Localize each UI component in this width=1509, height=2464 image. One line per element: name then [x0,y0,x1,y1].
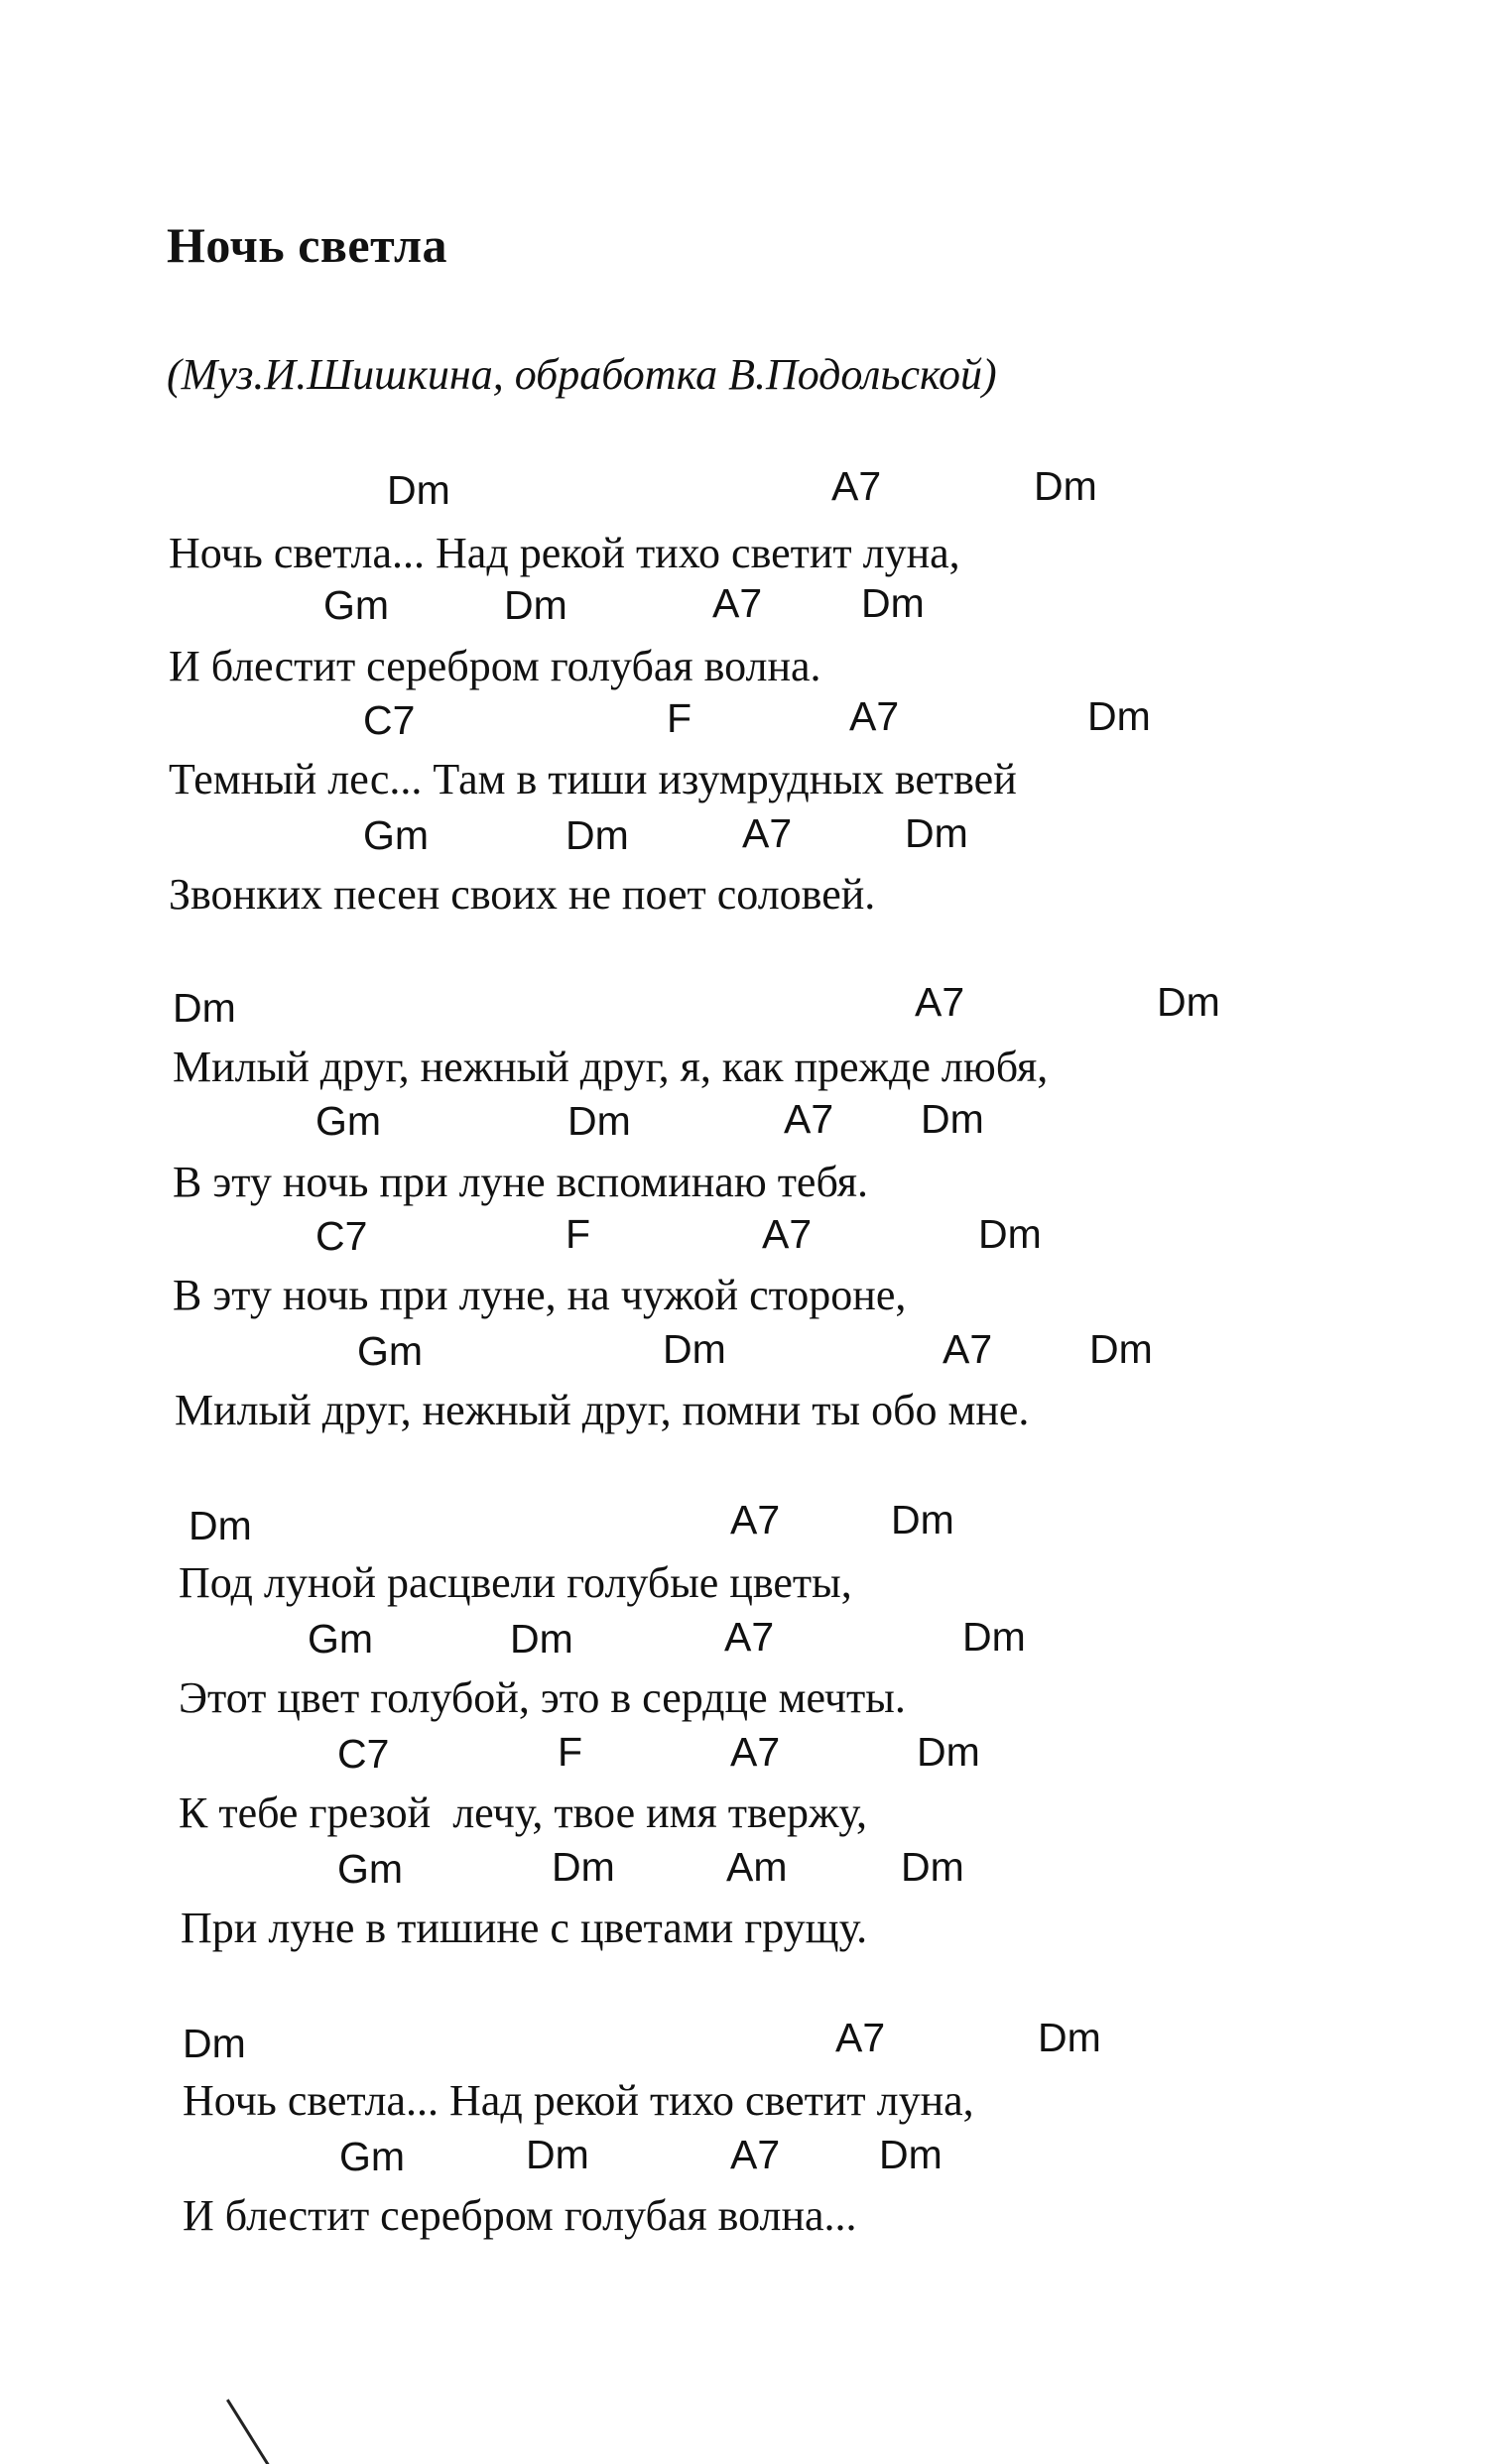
chord: Dm [1034,463,1097,509]
chord: A7 [730,1729,781,1775]
song-credits: (Муз.И.Шишкина, обработка В.Подольской) [167,350,997,399]
chord: Gm [315,1098,382,1144]
lyric-line: Этот цвет голубой, это в сердце мечты. [179,1673,906,1722]
chord: Dm [1038,2015,1101,2060]
chord: A7 [730,1497,781,1542]
chord: Gm [308,1616,374,1662]
chord: A7 [915,979,965,1025]
chord: A7 [835,2015,886,2060]
chord: Dm [504,582,567,628]
chord: Gm [337,1846,404,1892]
chord: Dm [901,1844,964,1890]
chord: A7 [712,580,763,626]
chord: Dm [1087,693,1151,739]
chord: Dm [1157,979,1220,1025]
chord: F [558,1729,583,1775]
chord: Dm [173,985,236,1031]
lyric-line: В эту ночь при луне, на чужой стороне, [173,1271,907,1319]
chord: A7 [742,810,793,856]
song-title: Ночь светла [167,217,447,273]
chord: F [566,1211,591,1257]
chord: Dm [663,1326,726,1372]
chord: A7 [849,693,900,739]
lyric-line: Звонких песен своих не поет соловей. [169,870,876,919]
lyric-line: Под луной расцвели голубые цветы, [179,1558,852,1607]
chord: Dm [891,1497,954,1542]
chord: Dm [1089,1326,1153,1372]
chord: C7 [315,1213,368,1259]
chord: Dm [567,1098,631,1144]
chord: Dm [905,810,968,856]
chord: C7 [363,697,416,743]
chord: A7 [831,463,882,509]
chord: Dm [566,812,629,858]
chord: Dm [917,1729,980,1775]
lyric-line: В эту ночь при луне вспоминаю тебя. [173,1158,868,1206]
chord: Dm [861,580,925,626]
chord: C7 [337,1731,390,1777]
chord: F [667,695,692,741]
chord: Gm [339,2134,406,2179]
chord: A7 [762,1211,813,1257]
lyric-line: При луне в тишине с цветами грущу. [181,1904,868,1952]
lyric-line: Милый друг, нежный друг, я, как прежде любя, [173,1043,1049,1091]
chord: A7 [784,1096,834,1142]
lyric-line: Милый друг, нежный друг, помни ты обо мне. [175,1386,1030,1434]
lyric-line: К тебе грезой лечу, твое имя твержу, [179,1788,868,1837]
chord: Dm [189,1503,252,1548]
scan-pen-mark [226,2399,271,2464]
chord: A7 [730,2132,781,2177]
chord: Dm [962,1614,1026,1660]
chord: Dm [879,2132,943,2177]
lyric-line: И блестит серебром голубая волна... [183,2191,857,2240]
chord: Dm [526,2132,589,2177]
chord: Gm [323,582,390,628]
chord: Am [726,1844,788,1890]
chord: Gm [363,812,430,858]
chord: Gm [357,1328,424,1374]
chord: Dm [921,1096,984,1142]
chord: Dm [552,1844,615,1890]
lyric-line: И блестит серебром голубая волна. [169,642,821,690]
chord: Dm [510,1616,573,1662]
chord: A7 [943,1326,993,1372]
lyric-line: Ночь светла... Над рекой тихо светит луна, [169,529,960,577]
chord: Dm [387,467,450,513]
chord: Dm [978,1211,1042,1257]
chord: Dm [183,2021,246,2066]
lyric-line: Ночь светла... Над рекой тихо светит луна, [183,2076,974,2125]
lyric-line: Темный лес... Там в тиши изумрудных ветвей [169,755,1017,803]
chord: A7 [724,1614,775,1660]
